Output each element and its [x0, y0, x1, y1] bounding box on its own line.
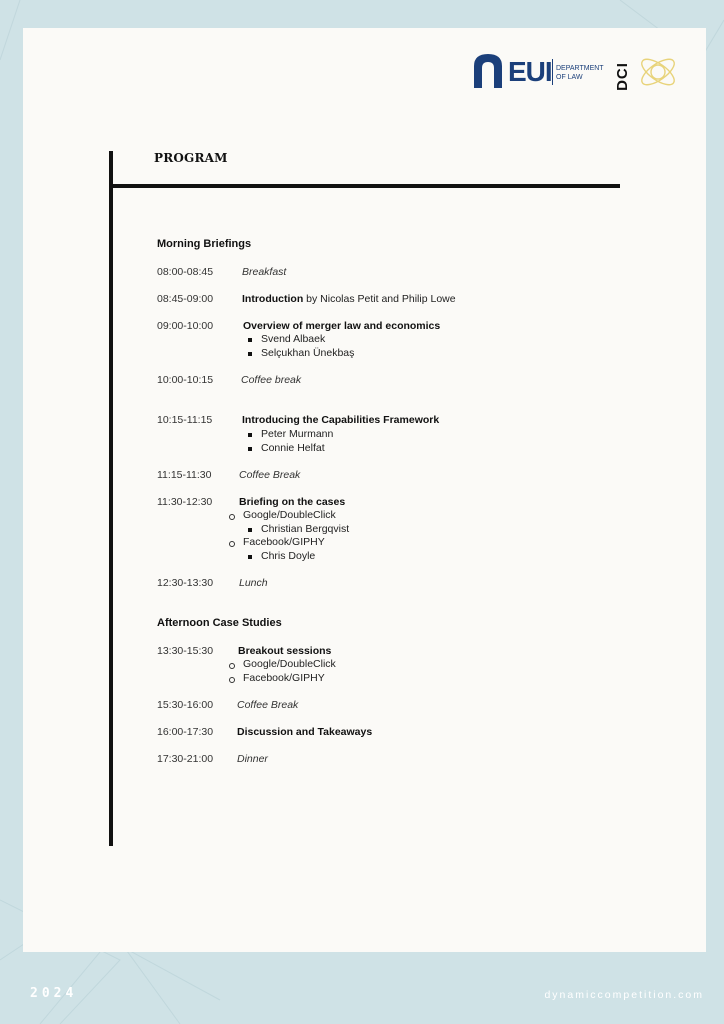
session-dinner: Dinner: [237, 753, 268, 765]
session-breakfast: Breakfast: [242, 266, 287, 278]
session-coffee-break: Coffee break: [241, 374, 302, 386]
bullet-circle: [229, 514, 235, 520]
speaker-name: Christian Bergqvist: [261, 523, 350, 535]
case-name: Google/DoubleClick: [243, 658, 336, 670]
case-name: Google/DoubleClick: [243, 509, 336, 521]
bullet-circle: [229, 541, 235, 547]
session-breakout: [238, 645, 331, 657]
program-page: [23, 28, 706, 952]
decorative-vertical-rule: [109, 151, 113, 846]
time-slot: 15:30-16:00: [157, 699, 214, 711]
time-slot: 16:00-17:30: [157, 726, 214, 738]
time-slot: 11:15-11:30: [157, 469, 212, 481]
decorative-horizontal-rule: [109, 184, 620, 188]
eui-department-text: [556, 64, 608, 82]
bullet-square: [248, 433, 252, 437]
speaker-name: Peter Murmann: [261, 428, 334, 440]
time-slot: 12:30-13:30: [157, 577, 214, 589]
case-name: Facebook/GIPHY: [243, 536, 325, 548]
case-name: Facebook/GIPHY: [243, 672, 325, 684]
session-briefing: [239, 496, 345, 508]
bullet-square: [248, 528, 252, 532]
bullet-circle: [229, 663, 235, 669]
bullet-square: [248, 352, 252, 356]
eui-logo: [474, 54, 609, 90]
logo-divider: [552, 59, 553, 85]
time-slot: 17:30-21:00: [157, 753, 214, 765]
session-title: Overview of merger law and economics: [243, 320, 441, 332]
session-overview: [243, 320, 440, 332]
dci-logo-letters: DCI: [613, 62, 631, 91]
session-title: Introducing the Capabilities Framework: [242, 414, 440, 426]
bullet-square: [248, 447, 252, 451]
session-detail: by Nicolas Petit and Philip Lowe: [303, 293, 456, 305]
footer-year: 2024: [30, 986, 78, 1001]
session-title: Discussion and Takeaways: [237, 726, 373, 738]
eui-logo-text: EUI: [508, 56, 552, 87]
time-slot: 08:45-09:00: [157, 293, 214, 305]
page-title: PROGRAM: [154, 151, 228, 165]
bullet-square: [248, 555, 252, 559]
section-heading-morning: Morning Briefings: [157, 238, 252, 250]
session-coffee-break: Coffee Break: [239, 469, 301, 481]
speaker-name: Chris Doyle: [261, 550, 316, 562]
session-title: Briefing on the cases: [239, 496, 346, 508]
eui-department-line: DEPARTMENT OF LAW: [556, 65, 604, 81]
time-slot: 11:30-12:30: [157, 496, 213, 508]
dci-atom-icon: [637, 54, 679, 90]
eui-arch-icon: [474, 54, 502, 88]
time-slot: 08:00-08:45: [157, 266, 214, 278]
session-lunch: Lunch: [239, 577, 268, 589]
dci-logo-text: [614, 60, 638, 90]
footer-website: dynamiccompetition.com: [544, 989, 704, 1001]
time-slot: 09:00-10:00: [157, 320, 214, 332]
session-capabilities: [242, 414, 439, 426]
session-coffee-break: Coffee Break: [237, 699, 299, 711]
bullet-circle: [229, 677, 235, 683]
session-title: Introduction: [242, 293, 304, 305]
speaker-name: Selçukhan Ünekbaş: [261, 347, 355, 359]
session-discussion: [237, 726, 372, 738]
time-slot: 10:00-10:15: [157, 374, 214, 386]
time-slot: 13:30-15:30: [157, 645, 214, 657]
session-title: Breakout sessions: [238, 645, 332, 657]
section-heading-afternoon: Afternoon Case Studies: [157, 617, 282, 629]
time-slot: 10:15-11:15: [157, 414, 213, 426]
session-introduction: [242, 293, 456, 305]
bullet-square: [248, 338, 252, 342]
speaker-name: Svend Albaek: [261, 333, 326, 345]
speaker-name: Connie Helfat: [261, 442, 325, 454]
